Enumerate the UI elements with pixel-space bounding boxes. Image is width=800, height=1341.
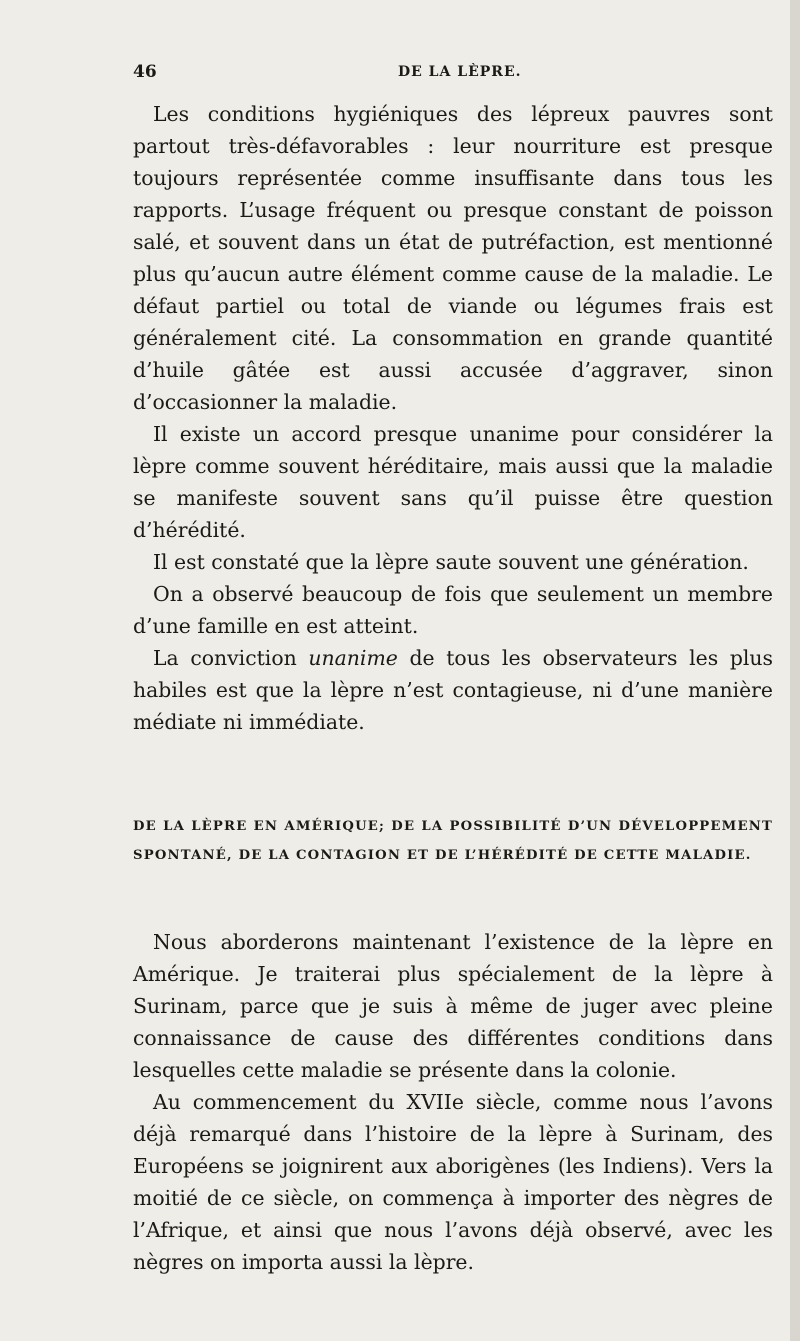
body-text-top: [133, 98, 773, 738]
paragraph: On a observé beaucoup de fois que seulement un membre d’une famille en est atteint.: [133, 582, 773, 638]
page-number: 46: [133, 62, 157, 82]
paragraph: Il existe un accord presque unanime pour considérer la lèpre comme souvent héréditaire, mais aussi que la maladie se manifeste souvent sans qu’il puisse être question d’hérédité.: [133, 422, 773, 542]
paragraph-text: La conviction: [153, 646, 309, 670]
paragraph: Il est constaté que la lèpre saute souvent une génération.: [153, 550, 749, 574]
paragraph-text: de tous les observateurs les plus habiles est que la lèpre n’est contagieuse, ni d’une manière médiate ni immédiate.: [133, 646, 773, 734]
page-header: [133, 62, 773, 88]
paragraph: Nous aborderons maintenant l’existence de la lèpre en Amérique. Je traiterai plus spécialement de la lèpre à Surinam, parce que je suis à même de juger avec pleine connaissance de cause des différentes conditions dans lesquelles cette maladie se présente dans la colonie.: [133, 930, 773, 1082]
body-text-bottom: [133, 926, 773, 1278]
paragraph: [133, 642, 773, 738]
paragraph: Les conditions hygiéniques des lépreux pauvres sont partout très-défavorables : leur nourriture est presque toujours représentée comme insuffisante dans tous les rapports. L’usage fréquent ou presque constant de poisson salé, et souvent dans un état de putréfaction, est mentionné plus qu’aucun autre élément comme cause de la maladie. Le défaut partiel ou total de viande ou légumes frais est généralement cité. La consommation en grande quantité d’huile gâtée est aussi accusée d’aggraver, sinon d’occasionner la maladie.: [133, 102, 773, 414]
section-heading: DE LA LÈPRE EN AMÉRIQUE; DE LA POSSIBILITÉ D’UN DÉVELOPPEMENT SPONTANÉ, DE LA CONTAGION ET DE L’HÉRÉDITÉ DE CETTE MALADIE.: [133, 819, 773, 863]
page-edge: [790, 0, 800, 1341]
emphasis-text: unanime: [308, 646, 398, 670]
running-title: DE LA LÈPRE.: [398, 64, 522, 80]
paragraph: Au commencement du XVIIe siècle, comme nous l’avons déjà remarqué dans l’histoire de la lèpre à Surinam, des Européens se joignirent aux aborigènes (les Indiens). Vers la moitié de ce siècle, on commença à importer des nègres de l’Afrique, et ainsi que nous l’avons déjà observé, avec les nègres on importa aussi la lèpre.: [133, 1090, 773, 1274]
